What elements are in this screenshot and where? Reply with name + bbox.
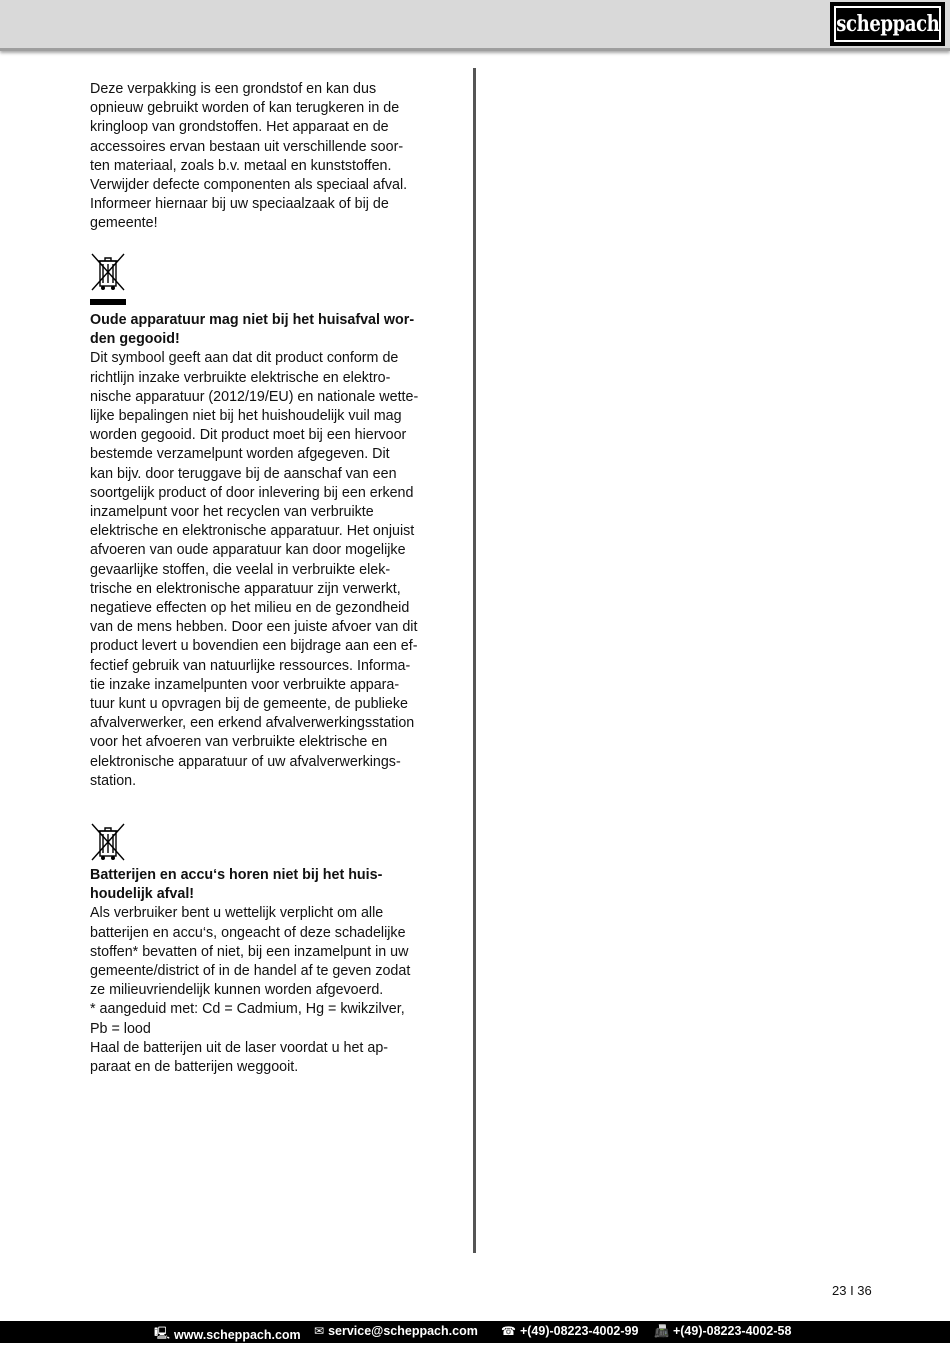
page-number: 23 I 36 (832, 1283, 872, 1298)
battery-crossed-bin-icon (90, 822, 126, 862)
weee-section (90, 311, 435, 791)
text-line: Informeer hiernaar bij uw speciaalzaak of bij de (90, 196, 389, 213)
text-line: bestemde verzamelpunt worden afgegeven. Dit (90, 446, 390, 463)
packaging-paragraph (90, 80, 435, 234)
section-heading-line: houdelijk afval! (90, 886, 195, 903)
text-line: lijke bepalingen niet bij het huishoudelijk vuil mag (90, 408, 402, 425)
footer-phone: ☎ +(49)-08223-4002-99 (501, 1324, 639, 1338)
footer-website[interactable]: 🖳 www.scheppach.com (154, 1324, 301, 1345)
text-line: afvoeren van oude apparatuur kan door mogelijke (90, 542, 406, 559)
text-line: Pb = lood (90, 1020, 151, 1037)
text-line: gevaarlijke stoffen, die veelal in verbruikte elek- (90, 561, 391, 578)
text-line: richtlijn inzake verbruikte elektrische en elektro- (90, 369, 391, 386)
text-line: product levert u bovendien een bijdrage aan een ef- (90, 638, 418, 655)
text-line: elektrische en elektronische apparatuur. Het onjuist (90, 523, 415, 540)
text-line: kringloop van grondstoffen. Het apparaat en de (90, 119, 389, 136)
text-line: fectief gebruik van natuurlijke ressources. Informa- (90, 657, 411, 674)
crossed-bin-icon (90, 252, 126, 292)
text-line: van de mens hebben. Door een juiste afvoer van dit (90, 619, 418, 636)
text-line: gemeente! (90, 215, 158, 232)
section-heading-line: den gegooid! (90, 331, 180, 348)
column-divider (473, 68, 476, 1253)
text-line: paraat en de batterijen weggooit. (90, 1059, 299, 1076)
computer-icon: 🖳 (154, 1326, 171, 1340)
text-line: tie inzake inzamelpunten voor verbruikte appara- (90, 676, 400, 693)
text-line: Deze verpakking is een grondstof en kan dus (90, 81, 377, 97)
text-line: afvalverwerker, een erkend afvalverwerkingsstation (90, 715, 415, 732)
text-line: kan bijv. door teruggave bij de aanschaf van een (90, 465, 397, 482)
text-line: gemeente/district of in de handel af te geven zodat (90, 963, 411, 980)
text-line: ze milieuvriendelijk kunnen worden afgevoerd. (90, 982, 384, 999)
fax-icon: 📠 (654, 1324, 669, 1338)
weee-underline-bar (90, 299, 126, 305)
text-line: batterijen en accu‘s, ongeacht of deze schadelijke (90, 924, 406, 941)
text-line: soortgelijk product of door inlevering bij een erkend (90, 484, 414, 501)
text-line: Als verbruiker bent u wettelijk verplicht om alle (90, 905, 384, 922)
text-line: stoffen* bevatten of niet, bij een inzamelpunt in uw (90, 943, 409, 960)
text-line: worden gegooid. Dit product moet bij een hiervoor (90, 427, 407, 444)
header-band (0, 0, 950, 51)
text-line: trische en elektronische apparatuur zijn verwerkt, (90, 580, 401, 597)
battery-section (90, 866, 435, 1077)
text-line: voor het afvoeren van verbruikte elektrische en (90, 734, 388, 751)
text-line: elektronische apparatuur of uw afvalverwerkings- (90, 753, 401, 770)
text-line: ten materiaal, zoals b.v. metaal en kunststoffen. (90, 157, 392, 174)
footer-bar (0, 1321, 950, 1343)
text-line: inzamelpunt voor het recyclen van verbruikte (90, 504, 374, 521)
footer-fax: 📠 +(49)-08223-4002-58 (654, 1324, 792, 1338)
footer-email[interactable]: ✉ service@scheppach.com (314, 1324, 478, 1338)
phone-icon: ☎ (501, 1324, 516, 1338)
text-line: negatieve effecten op het milieu en de gezondheid (90, 600, 410, 617)
mail-icon: ✉ (314, 1324, 325, 1338)
text-line: opnieuw gebruikt worden of kan terugkeren in de (90, 100, 400, 117)
text-line: * aangeduid met: Cd = Cadmium, Hg = kwikzilver, (90, 1001, 405, 1018)
text-line: Dit symbool geeft aan dat dit product conform de (90, 350, 399, 367)
section-heading-line: Batterijen en accu‘s horen niet bij het huis- (90, 867, 383, 883)
section-heading-line: Oude apparatuur mag niet bij het huisafval wor- (90, 312, 415, 328)
text-line: tuur kunt u opvragen bij de gemeente, de publieke (90, 696, 408, 713)
brand-logo: scheppach (830, 2, 945, 46)
text-line: station. (90, 772, 137, 789)
text-line: Haal de batterijen uit de laser voordat u het ap- (90, 1039, 389, 1056)
text-line: accessoires ervan bestaan uit verschillende soor- (90, 138, 404, 155)
text-line: nische apparatuur (2012/19/EU) en nationale wette- (90, 388, 419, 405)
text-line: Verwijder defecte componenten als speciaal afval. (90, 177, 408, 194)
